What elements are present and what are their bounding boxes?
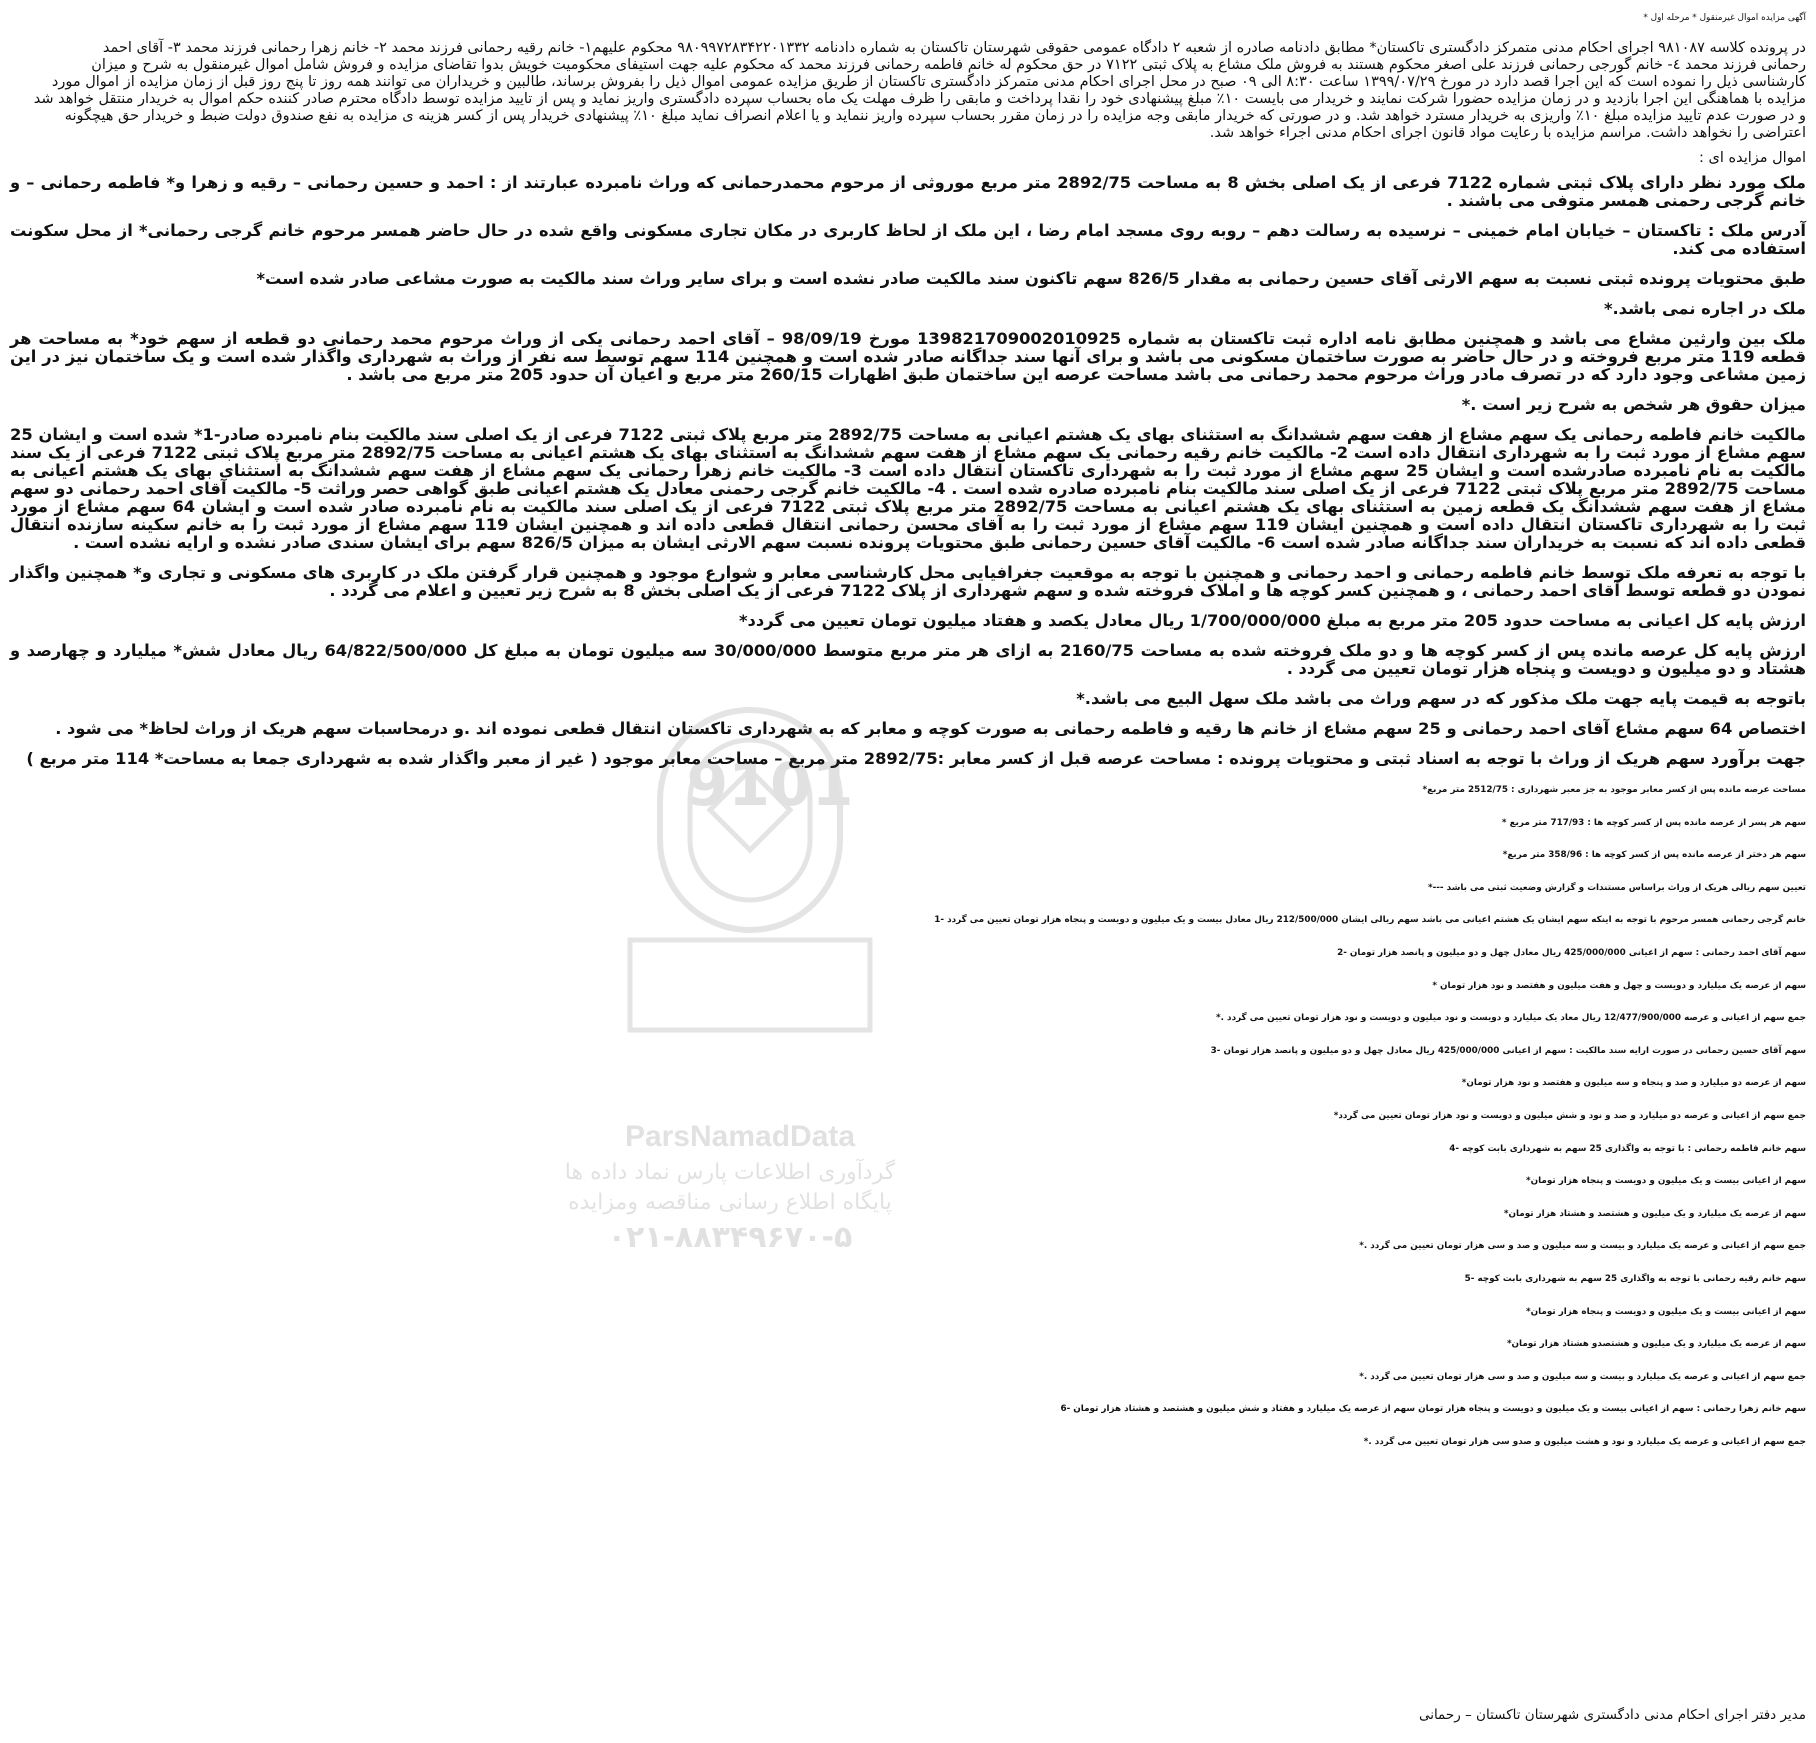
intro-line: اعتراضی را نخواهد داشت. مراسم مزایده با رعایت مواد قانون اجرای احکام مدنی اجراء خواهد شد. (1209, 125, 1806, 141)
share-line: جمع سهم از اعیانی و عرصه دو میلیارد و صد و نود و شش میلیون و دویست و نود هزار تومان تعیین می گردد* (1333, 1110, 1806, 1121)
share-line: مساحت عرصه مانده پس از کسر معابر موجود به جز معبر شهرداری : 2512/75 متر مربع* (1422, 785, 1806, 795)
watermark-code: 9101 (686, 750, 854, 820)
notice-paragraph: میزان حقوق هر شخص به شرح زیر است .* (1461, 395, 1806, 414)
watermark-brand: ParsNamadData (624, 1120, 856, 1153)
intro-line: رحمانی فرزند محمد ٤- خانم گورجی رحمانی فرزند علی اصغر محکوم هستند به فروش ملک مشاع به پلاک ثبتی ۷۱۲۲ در حق محکوم له خانم فاطمه رحمانی فرزند محمد که محکوم علیه جهت استیفای محکومیت خویش بدوا تقاضای مزایده و فروش شامل اموال غیرمنقول به شرح و میزان (91, 57, 1806, 73)
watermark-phone: ۰۲۱-۸۸۳۴۹۶۷۰-۵ (607, 1220, 853, 1255)
share-line: سهم از اعیانی بیست و یک میلیون و دویست و پنجاه هزار تومان* (1525, 1306, 1806, 1317)
share-line: سهم خانم زهرا رحمانی : سهم از اعیانی بیست و یک میلیون و دویست و پنجاه هزار تومان سهم از عرصه یک میلیارد و هفتاد و شش میلیون و هشتصد و هشتاد هزار تومان -6 (1060, 1404, 1806, 1415)
intro-text (10, 40, 1806, 142)
auction-items-heading: اموال مزایده ای : (1699, 150, 1806, 166)
notice-paragraph: ملک مورد نظر دارای پلاک ثبتی شماره 7122 فرعی از یک اصلی بخش 8 به مساحت 2892/75 متر مربع موروثی از مرحوم محمدرحمانی که وراث نامبرده عبارتند از : احمد و حسین رحمانی – رقیه و زهرا و* فاطمه رحمانی – و خانم گرجی رحمنی همسر متوفی می باشند . (10, 173, 1806, 210)
share-line: سهم از عرصه یک میلیارد و دویست و چهل و هفت میلیون و هفتصد و نود هزار تومان * (1432, 980, 1806, 991)
intro-line: در پرونده کلاسه ۹۸۱۰۸۷ اجرای احکام مدنی متمرکز دادگستری تاکستان* مطابق دادنامه صادره از شعبه ۲ دادگاه عمومی حقوقی شهرستان تاکستان به شماره دادنامه ۹۸۰۹۹۷۲۸۳۴۲۲۰۱۳۳۲ محکوم علیهم۱- خانم رقیه رحمانی فرزند محمد ۲- خانم زهرا رحمانی فرزند محمد ۳- آقای احمد (102, 40, 1806, 56)
notice-paragraph: مالکیت خانم فاطمه رحمانی یک سهم مشاع از هفت سهم ششدانگ به استثنای بهای یک هشتم اعیانی به مساحت 2892/75 متر مربع پلاک ثبتی 7122 فرعی از یک اصلی سند مالکیت بنام نامبرده صادر-1* شده است و ایشان 25 سهم مشاع از مورد ثبت را به شهرداری انتقال داده است 2- مالکیت خانم رقیه رحمانی یک سهم مشاع از هفت سهم ششدانگ به استثنای بهای یک هشتم اعیانی به مساحت 2892/75 متر مربع پلاک ثبتی 7122 فرعی از یک سند مالکیت به نام نامبرده صادرشده است و ایشان 25 سهم مشاع از مورد ثبت را به شهرداری تاکستان انتقال داده است 3- مالکیت خانم زهرا رحمانی یک سهم مشاع از هفت سهم ششدانگ به استثنای بهای یک هشتم اعیانی به مساحت 2892/75 متر مربع پلاک ثبتی 7122 فرعی از یک اصلی سند مالکیت بنام نامبرده صادره شده است . 4- مالکیت خانم گرجی رحمنی معادل یک هشتم اعیانی طبق گواهی حصر وراثت 5- مالکیت آقای احمد رحمانی دو سهم مشاع از هفت سهم ششدانگ یک قطعه زمین به استثنای بهای یک هشتم اعیانی به مساحت 2892/75 متر مربع پلاک ثبتی 7122 فرعی از یک اصلی سند مالکیت به نام نامبرده صادر شده است و ایشان 64 سهم مشاع از مورد ثبت را به شهرداری تاکستان انتقال داده است و همچنین ایشان 119 سهم مشاع از مورد ثبت را به آقای محسن رحمانی انتقال قطعی داده اند و همچنین ایشان 119 سهم مشاع از مورد ثبت را به خانم سکینه سازنده انتقال قطعی داده اند که نسبت به خریداران سند جداگانه صادر شده است 6- مالکیت آقای حسین رحمانی طبق محتویات پرونده نسبت سهم الارثی ایشان به میزان 826/5 سهم برای ایشان سندی صادر نشده و ارایه نشده است . (10, 425, 1807, 552)
notice-paragraph: ارزش پایه کل عرصه مانده پس از کسر کوچه ها و دو ملک فروخته شده به مساحت 2160/75 به ازای هر متر مربع متوسط 30/000/000 سه میلیون تومان به مبلغ کل 64/822/500/000 ریال معادل شش* میلیارد و چهارصد و هشتاد و دو میلیون و دویست و پنجاه هزار تومان تعیین می گردد . (10, 641, 1806, 678)
share-line: جمع سهم از اعیانی و عرصه یک میلیارد و نود و هشت میلیون و صدو سی هزار تومان تعیین می گردد .* (1363, 1436, 1806, 1447)
share-line: جمع سهم از اعیانی و عرصه یک میلیارد و بیست و سه میلیون و صد و سی هزار تومان تعیین می گردد .* (1359, 1371, 1806, 1382)
notice-paragraph: طبق محتویات پرونده ثبتی نسبت به سهم الارثی آقای حسین رحمانی به مقدار 826/5 سهم تاکنون سند مالکیت صادر نشده است و برای سایر وراث سند مالکیت به صورت مشاعی صادر شده است* (256, 269, 1806, 288)
signature-line: مدیر دفتر اجرای احکام مدنی دادگستری شهرستان تاکستان – رحمانی (1418, 1707, 1806, 1723)
share-line: سهم از اعیانی بیست و یک میلیون و دویست و پنجاه هزار تومان* (1525, 1176, 1806, 1187)
share-line: تعیین سهم ریالی هریک از وراث براساس مستندات و گزارش وضعیت ثبتی می باشد ---* (1428, 882, 1806, 893)
share-line: جمع سهم از اعیانی و عرصه یک میلیارد و بیست و سه میلیون و صد و سی هزار تومان تعیین می گردد .* (1359, 1241, 1806, 1252)
notice-paragraph: باتوجه به قیمت پایه جهت ملک مذکور که در سهم وراث می باشد ملک سهل البیع می باشد.* (1076, 689, 1806, 708)
intro-line: مزایده با هماهنگی این اجرا بازدید و در زمان مزایده حضورا شرکت نمایند و خریدار می بایست ۱۰٪ مبلغ پیشنهادی خود را نقدا پرداخت و مابقی را ظرف مهلت یک ماه بحساب سپرده دادگستری واریز نماید و پس از تایید مزایده توسط دادگاه محترم صادر کننده حکم اموال به خریدار منتقل خواهد شد (33, 91, 1806, 107)
watermark-line-2: پایگاه اطلاع رسانی مناقصه ومزایده (568, 1190, 892, 1215)
share-line: سهم آقای احمد رحمانی : سهم از اعیانی 425/000/000 ریال معادل چهل و دو میلیون و پانصد هزار تومان -2 (1337, 947, 1806, 958)
share-line: خانم گرجی رحمانی همسر مرحوم با توجه به اینکه سهم ایشان یک هشتم اعیانی می باشد سهم ریالی ایشان 212/500/000 ریال معادل بیست و یک میلیون و دویست و پنجاه هزار تومان تعیین می گردد -1 (934, 915, 1806, 926)
intro-line: و در صورت عدم تایید مزایده مبلغ ۱۰٪ واریزی به خریدار مسترد خواهد شد. و در صورتی که خریدار مابقی وجه مزایده را در زمان مقرر بحساب سپرده واریز ننماید و یا اعلام انصراف نماید مبلغ ۱۰٪ پیشنهادی خریدار پس از کسر هزینه ی مزایده به نفع صندوق دولت ضبط و خریدار حق هیچگونه (64, 108, 1806, 124)
share-line: سهم از عرصه یک میلیارد و یک میلیون و هشتصد و هشتاد هزار تومان* (1503, 1208, 1806, 1219)
watermark-line-1: گردآوری اطلاعات پارس نماد داده ها (564, 1160, 896, 1185)
notice-paragraph: اختصاص 64 سهم مشاع آقای احمد رحمانی و 25 سهم مشاع از خانم ها رقیه و فاطمه رحمانی به صورت کوچه و معابر که به شهرداری تاکستان انتقال قطعی نموده اند .و درمحاسبات سهم هریک از وراث لحاظ* می شود . (55, 719, 1806, 738)
notice-paragraph: ارزش پایه کل اعیانی به مساحت حدود 205 متر مربع به مبلغ 1/700/000/000 ریال معادل یکصد و هفتاد میلیون تومان تعیین می گردد* (738, 611, 1806, 630)
notice-paragraph: ملک بین وارثین مشاع می باشد و همچنین مطابق نامه اداره ثبت تاکستان به شماره 139821709002010925 مورخ 98/09/19 – آقای احمد رحمانی یکی از وراث مرحوم محمد رحمانی دو قطعه از سهم خود* به مساحت هر قطعه 119 متر مربع فروخته و در حال حاضر به صورت ساختمان مسکونی می باشد و برای آنها سند جداگانه صادر شده است و همچنین 114 سهم توسط سه نفر از وراث به شهرداری واگذار شده است و یک ساختمان نیز در این زمین مشاعی وجود دارد که در تصرف مادر وراث مرحوم محمد رحمانی می باشد مساحت عرصه این ساختمان طبق اظهارات 260/15 متر مربع و اعیان آن حدود 205 متر مربع می باشد . (10, 329, 1806, 384)
share-line: سهم آقای حسین رحمانی در صورت ارایه سند مالکیت : سهم از اعیانی 425/000/000 ریال معادل چهل و دو میلیون و پانصد هزار تومان -3 (1210, 1045, 1806, 1056)
share-line: سهم هر پسر از عرصه مانده پس از کسر کوچه ها : 717/93 متر مربع * (1501, 817, 1806, 828)
share-line: سهم خانم رقیه رحمانی با توجه به واگذاری 25 سهم به شهرداری بابت کوچه -5 (1464, 1273, 1806, 1284)
share-line: جمع سهم از اعیانی و عرصه 12/477/900/000 ریال معاد یک میلیارد و دویست و نود میلیون و دویست و نود هزار تومان تعیین می گردد .* (1216, 1013, 1806, 1024)
notice-paragraph: ملک در اجاره نمی باشد.* (1603, 299, 1806, 318)
share-line: سهم از عرصه یک میلیارد و یک میلیون و هشتصدو هشتاد هزار تومان* (1506, 1339, 1806, 1350)
notice-paragraph: جهت برآورد سهم هریک از وراث با توجه به اسناد ثبتی و محتویات پرونده : مساحت عرصه قبل از کسر معابر :2892/75 متر مربع – مساحت معابر موجود ( غیر از معبر واگذار شده به شهرداری جمعا به مساحت* 114 متر مربع ) (26, 749, 1806, 768)
share-line: سهم از عرصه دو میلیارد و صد و پنجاه و سه میلیون و هفتصد و نود هزار تومان* (1461, 1078, 1806, 1089)
share-line: سهم هر دختر از عرصه مانده پس از کسر کوچه ها : 358/96 متر مربع* (1502, 850, 1806, 861)
intro-line: کارشناسی ذیل را نموده است که این اجرا قصد دارد در مورخ ۱۳۹۹/۰۷/۲۹ ساعت ۸:۳۰ الی ۰۹ صبح در محل اجرای احکام مدنی متمرکز دادگستری تاکستان از طریق مزایده عمومی اموال ذیل را بفروش برساند، طالبین و خریداران می توانند همه روز تا پنج روز قبل از زمان مزایده از اموال مورد (51, 74, 1806, 90)
notice-paragraph: آدرس ملک : تاکستان – خیابان امام خمینی – نرسیده به رسالت دهم – روبه روی مسجد امام رضا ، این ملک از لحاظ کاربری در مکان تجاری مسکونی واقع شده در حال حاضر همسر مرحوم خانم گرجی رحمانی* از محل سکونت استفاده می کند. (10, 221, 1806, 258)
notice-title: آگهی مزایده اموال غیرمنقول * مرحله اول * (1643, 13, 1806, 23)
notice-body (10, 174, 1806, 1452)
notice-paragraph: با توجه به تعرفه ملک توسط خانم فاطمه رحمانی و احمد رحمانی و همچنین با توجه به موقعیت جغرافیایی محل کارشناسی معابر و شوارع موجود و همچنین قرار گرفتن ملک در کاربری های مسکونی و تجاری و* همچنین واگذار نمودن دو قطعه توسط آقای احمد رحمانی ، و همچنین کسر کوچه ها و املاک فروخته شده و سهم شهرداری از پلاک 7122 فرعی از یک اصلی بخش 8 به شرح زیر تعیین و اعلام می گردد . (10, 563, 1806, 600)
share-line: سهم خانم فاطمه رحمانی : با توجه به واگذاری 25 سهم به شهرداری بابت کوچه -4 (1449, 1143, 1806, 1154)
